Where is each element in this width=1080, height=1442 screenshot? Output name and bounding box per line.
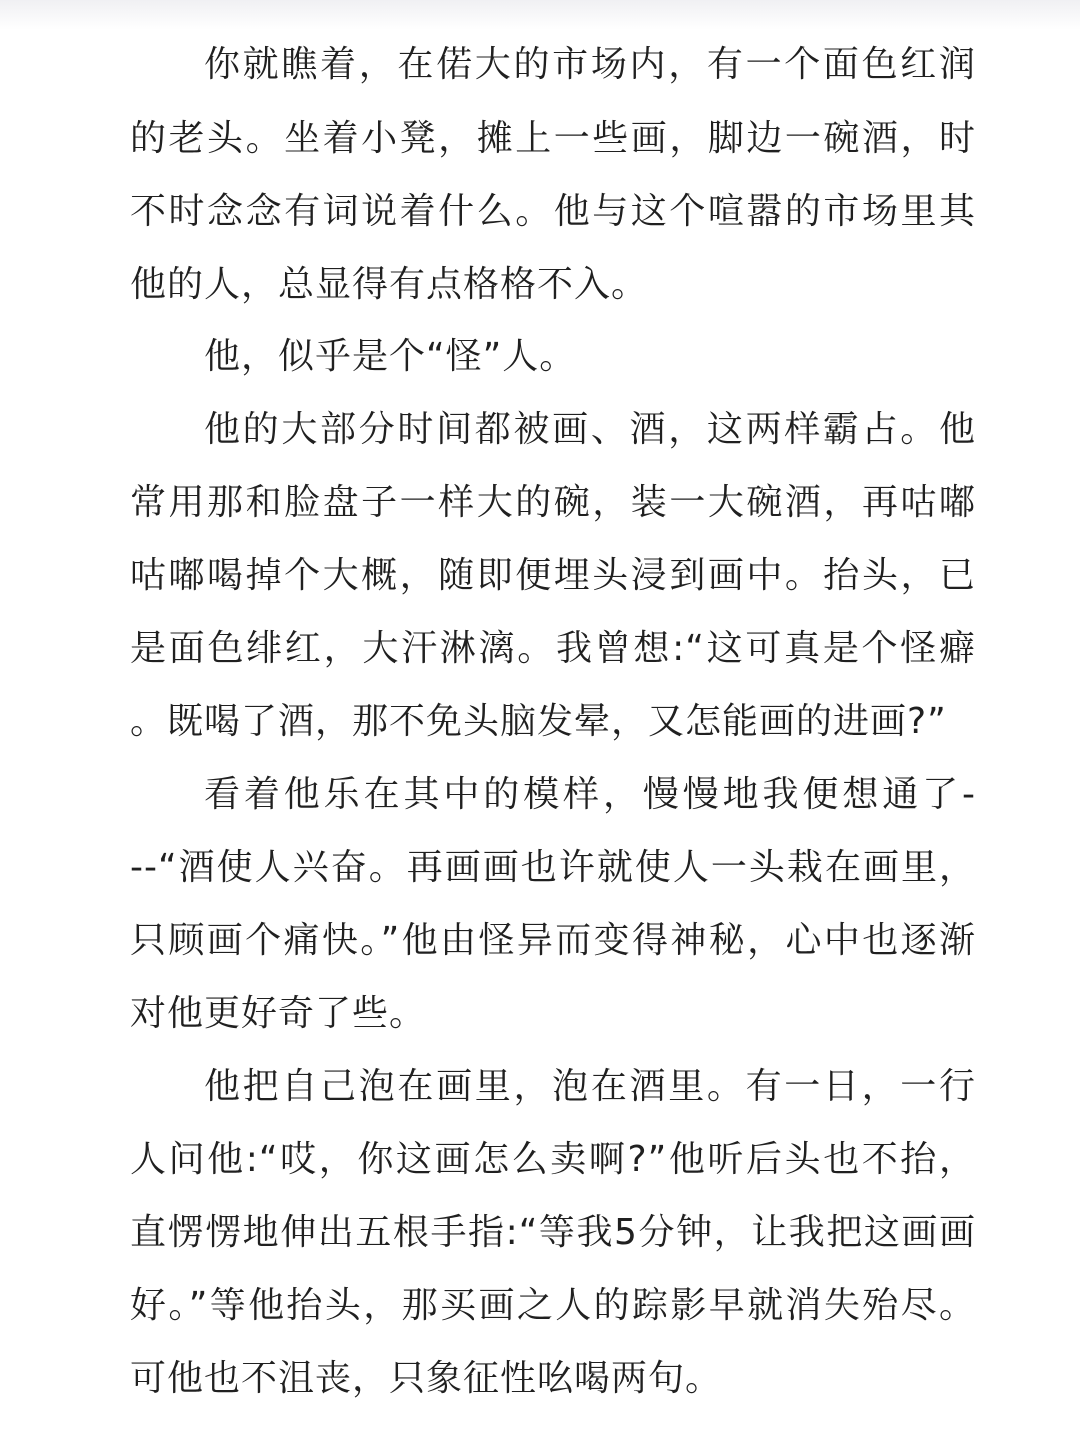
text-line: 看着他乐在其中的模样，慢慢地我便想通了- [204,774,976,815]
text-line: 好。”等他抬头，那买画之人的踪影早就消失殆尽。 [130,1285,976,1326]
text-line: 你就瞧着，在偌大的市场内，有一个面色红润 [204,44,976,85]
text-line: 他，似乎是个“怪”人。 [204,336,577,377]
text-line: 直愣愣地伸出五根手指:“等我5分钟，让我把这画画 [130,1212,976,1253]
text-line: 的老头。坐着小凳，摊上一些画，脚边一碗酒，时 [130,118,976,159]
text-line: 人问他:“哎，你这画怎么卖啊?”他听后头也不抬， [130,1139,976,1180]
text-line: 咕嘟喝掉个大概，随即便埋头浸到画中。抬头，已 [130,555,976,596]
text-line: 他的大部分时间都被画、酒，这两样霸占。他 [204,409,976,450]
text-line: 只顾画个痛快。”他由怪异而变得神秘，心中也逐渐 [130,920,976,961]
text-line: 不时念念有词说着什么。他与这个喧嚣的市场里其 [130,191,976,232]
text-line: 他的人，总显得有点格格不入。 [130,264,649,305]
text-line: 。既喝了酒，那不免头脑发晕，又怎能画的进画?” [130,701,947,742]
text-line: 可他也不沮丧，只象征性吆喝两句。 [130,1358,723,1399]
text-line: 他把自己泡在画里，泡在酒里。有一日，一行 [204,1066,976,1107]
text-line: 是面色绯红，大汗淋漓。我曾想:“这可真是个怪癖 [130,628,976,669]
text-line: 对他更好奇了些。 [130,993,427,1034]
text-line: 常用那和脸盘子一样大的碗，装一大碗酒，再咕嘟 [130,482,976,523]
text-line: --“酒使人兴奋。再画画也许就使人一头栽在画里， [130,847,976,888]
top-edge-shadow [0,0,1080,30]
